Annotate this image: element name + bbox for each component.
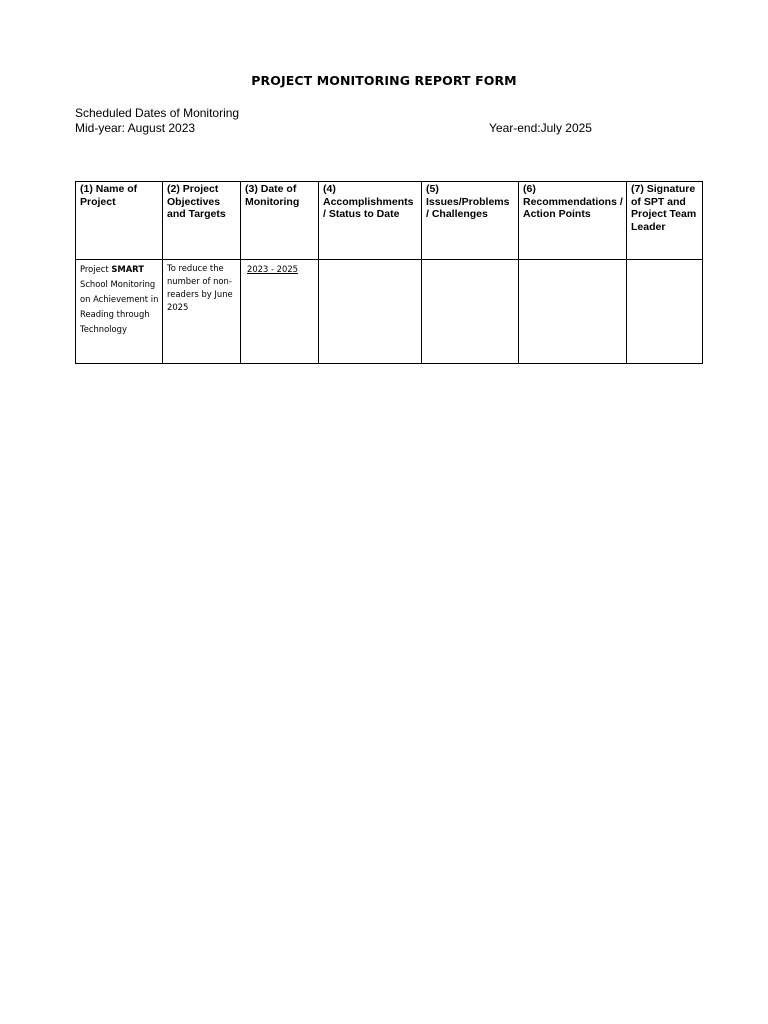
cell-issues (422, 260, 519, 364)
table-row (76, 260, 703, 364)
header-date-of-monitoring: (3) Date of Monitoring (241, 182, 319, 260)
project-prefix: Project (80, 264, 109, 274)
cell-accomplishments (319, 260, 422, 364)
header-name-of-project: (1) Name of Project (76, 182, 163, 260)
mid-year-date: Mid-year: August 2023 (75, 121, 196, 135)
year-end-date: Year-end:July 2025 (489, 121, 592, 135)
cell-date (241, 260, 319, 364)
cell-signature (627, 260, 703, 364)
cell-recommendations (519, 260, 627, 364)
project-smart: SMART (111, 264, 144, 274)
date-value: 2023 - 2025 (247, 264, 298, 274)
page-title: PROJECT MONITORING REPORT FORM (251, 73, 517, 88)
project-name-rest: School Monitoring on Achievement in Reading through Technology (80, 279, 159, 334)
scheduled-dates-label: Scheduled Dates of Monitoring (75, 106, 240, 120)
header-signature: (7) Signature of SPT and Project Team Leader (627, 182, 703, 260)
cell-objectives: To reduce the number of non- readers by June 2025 (163, 260, 241, 364)
cell-project-name (76, 260, 163, 364)
header-recommendations: (6) Recommendations / Action Points (519, 182, 627, 260)
header-accomplishments: (4) Accomplishments / Status to Date (319, 182, 422, 260)
header-issues: (5) Issues/Problems / Challenges (422, 182, 519, 260)
header-objectives: (2) Project Objectives and Targets (163, 182, 241, 260)
monitoring-report-table (75, 181, 703, 364)
table-header-row (76, 182, 703, 260)
